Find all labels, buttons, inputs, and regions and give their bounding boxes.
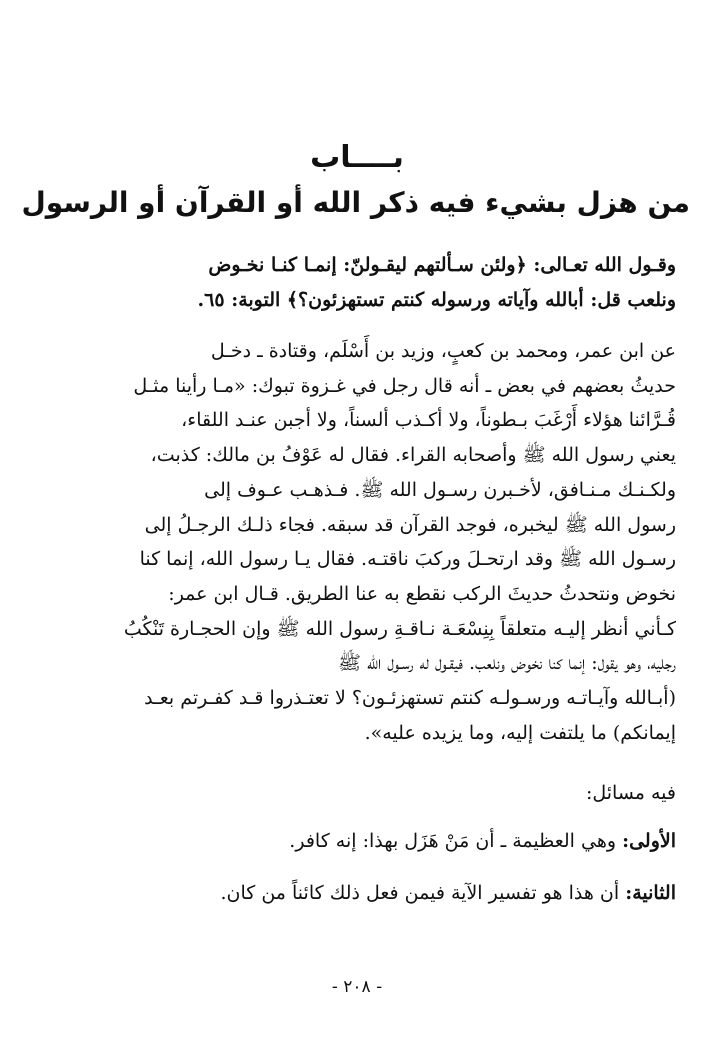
narration-line: عن ابن عمر، ومحمد بن كعبٍ، وزيد بن أَسْلَم، وقتادة ـ دخـل (210, 340, 676, 362)
questions-intro: فيه مسائل: (585, 782, 676, 804)
narration-line: حديثُ بعضهم في بعض ـ أنه قال رجل في غـزوة تبوك: «مـا رأينا مثـل (133, 374, 676, 397)
verse-line: وقـول الله تعـالى: ﴿ولئن سـألتهم ليقـولنّ: إنمـا كنـا نخـوض (208, 254, 676, 276)
question-text: وهي العظيمة ـ أن مَنْ هَزَل بهذا: إنه كافر. (289, 830, 617, 852)
narration-line: (أبـالله وآيـاتـه ورسـولـه كنتم تستهزئـون؟ لا تعتـذروا قـد كفـرتم بعـد (144, 687, 676, 710)
question-item (220, 882, 676, 904)
question-text: أن هذا هو تفسير الآية فيمن فعل ذلك كائناً من كان. (220, 882, 620, 904)
verse-line: ونلعب قل: أبالله وآياته ورسوله كنتم تستهزئون؟﴾ التوبة: ٦٥. (197, 288, 676, 311)
chapter-label: بــــاب (310, 140, 404, 175)
question-label: الأولى: (622, 830, 676, 852)
narration-line: نخوض ونتحدثُ حديثَ الركب نقطع به عنا الطريق. قـال ابن عمر: (168, 582, 676, 605)
narration-line: رسول الله ﷺ ليخبره، فوجد القرآن قد سبقه. فجاء ذلـك الرجـلُ إلى (144, 513, 676, 536)
narration-line: ولكـنـك مـنـافق، لأخـبرن رسـول الله ﷺ. فـذهـب عـوف إلى (204, 478, 676, 501)
narration-paragraph (36, 334, 676, 750)
narration-line: قُـرَّائنا هؤلاء أَرْغَبَ بـطوناً، ولا أكـذب ألسناً، ولا أجبن عنـد اللقاء، (181, 409, 676, 432)
verse-paragraph (36, 248, 676, 317)
narration-line: رسـول الله ﷺ وقد ارتحـلَ وركبَ ناقتـه. فقال يـا رسول الله، إنما كنا (139, 548, 676, 571)
narration-line: يعني رسول الله ﷺ وأصحابه القراء. فقال له عَوْفُ بن مالك: كذبت، (150, 444, 676, 467)
narration-line: إيمانكم) ما يلتفت إليه، وما يزيده عليه». (364, 721, 676, 744)
page-number: - ٢٠٨ - (331, 977, 383, 997)
narration-line: كـأني أنظر إليـه متعلقاً بِنِسْعَـة نـاقـةِ رسول الله ﷺ وإن الحجـارة تَنْكُبُ (123, 617, 676, 640)
question-label: الثانية: (625, 882, 676, 904)
chapter-title: من هزل بشيء فيه ذكر الله أو القرآن أو الرسول (21, 186, 690, 219)
question-item (289, 830, 676, 852)
narration-line: رجليه، وهو يقول: إنما كنا نخوض ونلعب. فيقـول له رسـول الله ﷺ (338, 652, 676, 675)
